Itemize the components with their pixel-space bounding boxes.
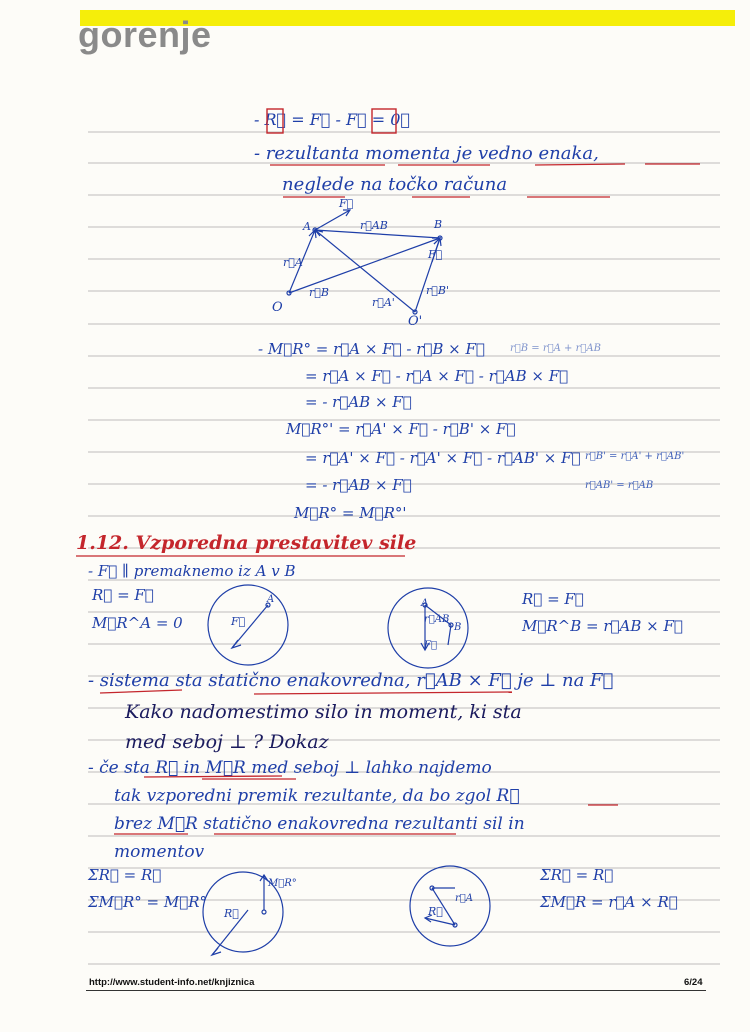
footer-divider xyxy=(86,990,706,991)
bottom-label-rA: r⃗A xyxy=(455,893,474,904)
label-A: A xyxy=(303,220,311,233)
moment-eq-3: = - r⃗AB × F⃗ xyxy=(305,393,412,411)
shift-statement: - F⃗ ∥ premaknemo iz A v B xyxy=(88,562,296,580)
paragraph-line-5: tak vzporedni premik rezultante, da bo zgol R⃗ xyxy=(114,786,520,806)
circle2-label-A: A xyxy=(421,598,429,609)
label-B: B xyxy=(434,218,443,231)
bottom-label-MR: M⃗R° xyxy=(268,878,297,889)
label-F: F⃗ xyxy=(339,197,354,210)
moment-eq-7: M⃗R° = M⃗R°' xyxy=(294,504,407,522)
label-rA-prime: r⃗A' xyxy=(372,296,395,309)
left-R-eq: R⃗ = F⃗ xyxy=(92,586,154,604)
left-MA-eq: M⃗R^A = 0 xyxy=(92,614,183,632)
label-rB: r⃗B xyxy=(309,286,329,299)
right-R-eq: R⃗ = F⃗ xyxy=(522,590,584,608)
label-O-prime: O' xyxy=(408,314,423,329)
circle1-label-A: A xyxy=(267,594,275,605)
label-rB-prime: r⃗B' xyxy=(426,284,449,297)
moment-eq-5-side: r⃗B' = r⃗A' + r⃗AB' xyxy=(585,451,685,462)
moment-eq-6: = - r⃗AB × F⃗ xyxy=(305,476,412,494)
paragraph-line-1: - sistema sta statično enakovredna, r⃗AB × F⃗ je ⊥ na F⃗ xyxy=(88,670,614,691)
bottom-label-R-right: R⃗ xyxy=(428,905,443,918)
bottom-label-R-left: R⃗ xyxy=(224,907,239,920)
moment-eq-4: M⃗R°' = r⃗A' × F⃗ - r⃗B' × F⃗ xyxy=(286,420,516,438)
label-rA: r⃗A xyxy=(283,256,303,269)
label-F-at-B: F⃗ xyxy=(428,248,443,261)
circle1-label-F: F⃗ xyxy=(231,615,246,628)
moment-eq-6-side: r⃗AB' = r⃗AB xyxy=(585,480,654,491)
paragraph-line-2: Kako nadomestimo silo in moment, ki sta xyxy=(125,701,522,723)
gorenje-logo: gorenje xyxy=(78,14,212,55)
page-number: 6/24 xyxy=(684,977,703,988)
sum-R-left: ΣR⃗ = R⃗ xyxy=(88,866,162,884)
sum-R-right: ΣR⃗ = R⃗ xyxy=(540,866,614,884)
paragraph-line-3: med seboj ⊥ ? Dokaz xyxy=(125,731,329,753)
circle2-label-F: F⃗ xyxy=(424,640,437,651)
moment-eq-1-side: r⃗B = r⃗A + r⃗AB xyxy=(510,343,601,354)
section-title: 1.12. Vzporedna prestavitev sile xyxy=(76,532,417,554)
resultant-zero-eq: - R⃗ = F⃗ - F⃗ = 0⃗ xyxy=(254,110,411,129)
sum-M-right: ΣM⃗R = r⃗A × R⃗ xyxy=(540,893,678,911)
moment-eq-1: - M⃗R° = r⃗A × F⃗ - r⃗B × F⃗ xyxy=(258,340,485,358)
moment-eq-2: = r⃗A × F⃗ - r⃗A × F⃗ - r⃗AB × F⃗ xyxy=(305,367,569,385)
footer-url: http://www.student-info.net/knjiznica xyxy=(89,977,255,988)
sum-M-left: ΣM⃗R° = M⃗R° xyxy=(88,893,208,911)
moment-eq-5: = r⃗A' × F⃗ - r⃗A' × F⃗ - r⃗AB' × F⃗ xyxy=(305,449,581,467)
paragraph-line-6: brez M⃗R statično enakovredna rezultanti sil in xyxy=(114,814,525,834)
paragraph-line-4: - če sta R⃗ in M⃗R med seboj ⊥ lahko najdemo xyxy=(88,758,492,778)
label-rAB: r⃗AB xyxy=(360,219,388,232)
moment-statement-1: - rezultanta momenta je vedno enaka, xyxy=(254,143,599,164)
right-MB-eq: M⃗R^B = r⃗AB × F⃗ xyxy=(522,617,683,635)
circle2-label-rAB: r⃗AB xyxy=(424,614,450,625)
moment-statement-2: neglede na točko računa xyxy=(282,174,508,195)
label-O: O xyxy=(272,300,283,315)
paragraph-line-7: momentov xyxy=(114,842,205,862)
circle2-label-B: B xyxy=(454,622,462,633)
